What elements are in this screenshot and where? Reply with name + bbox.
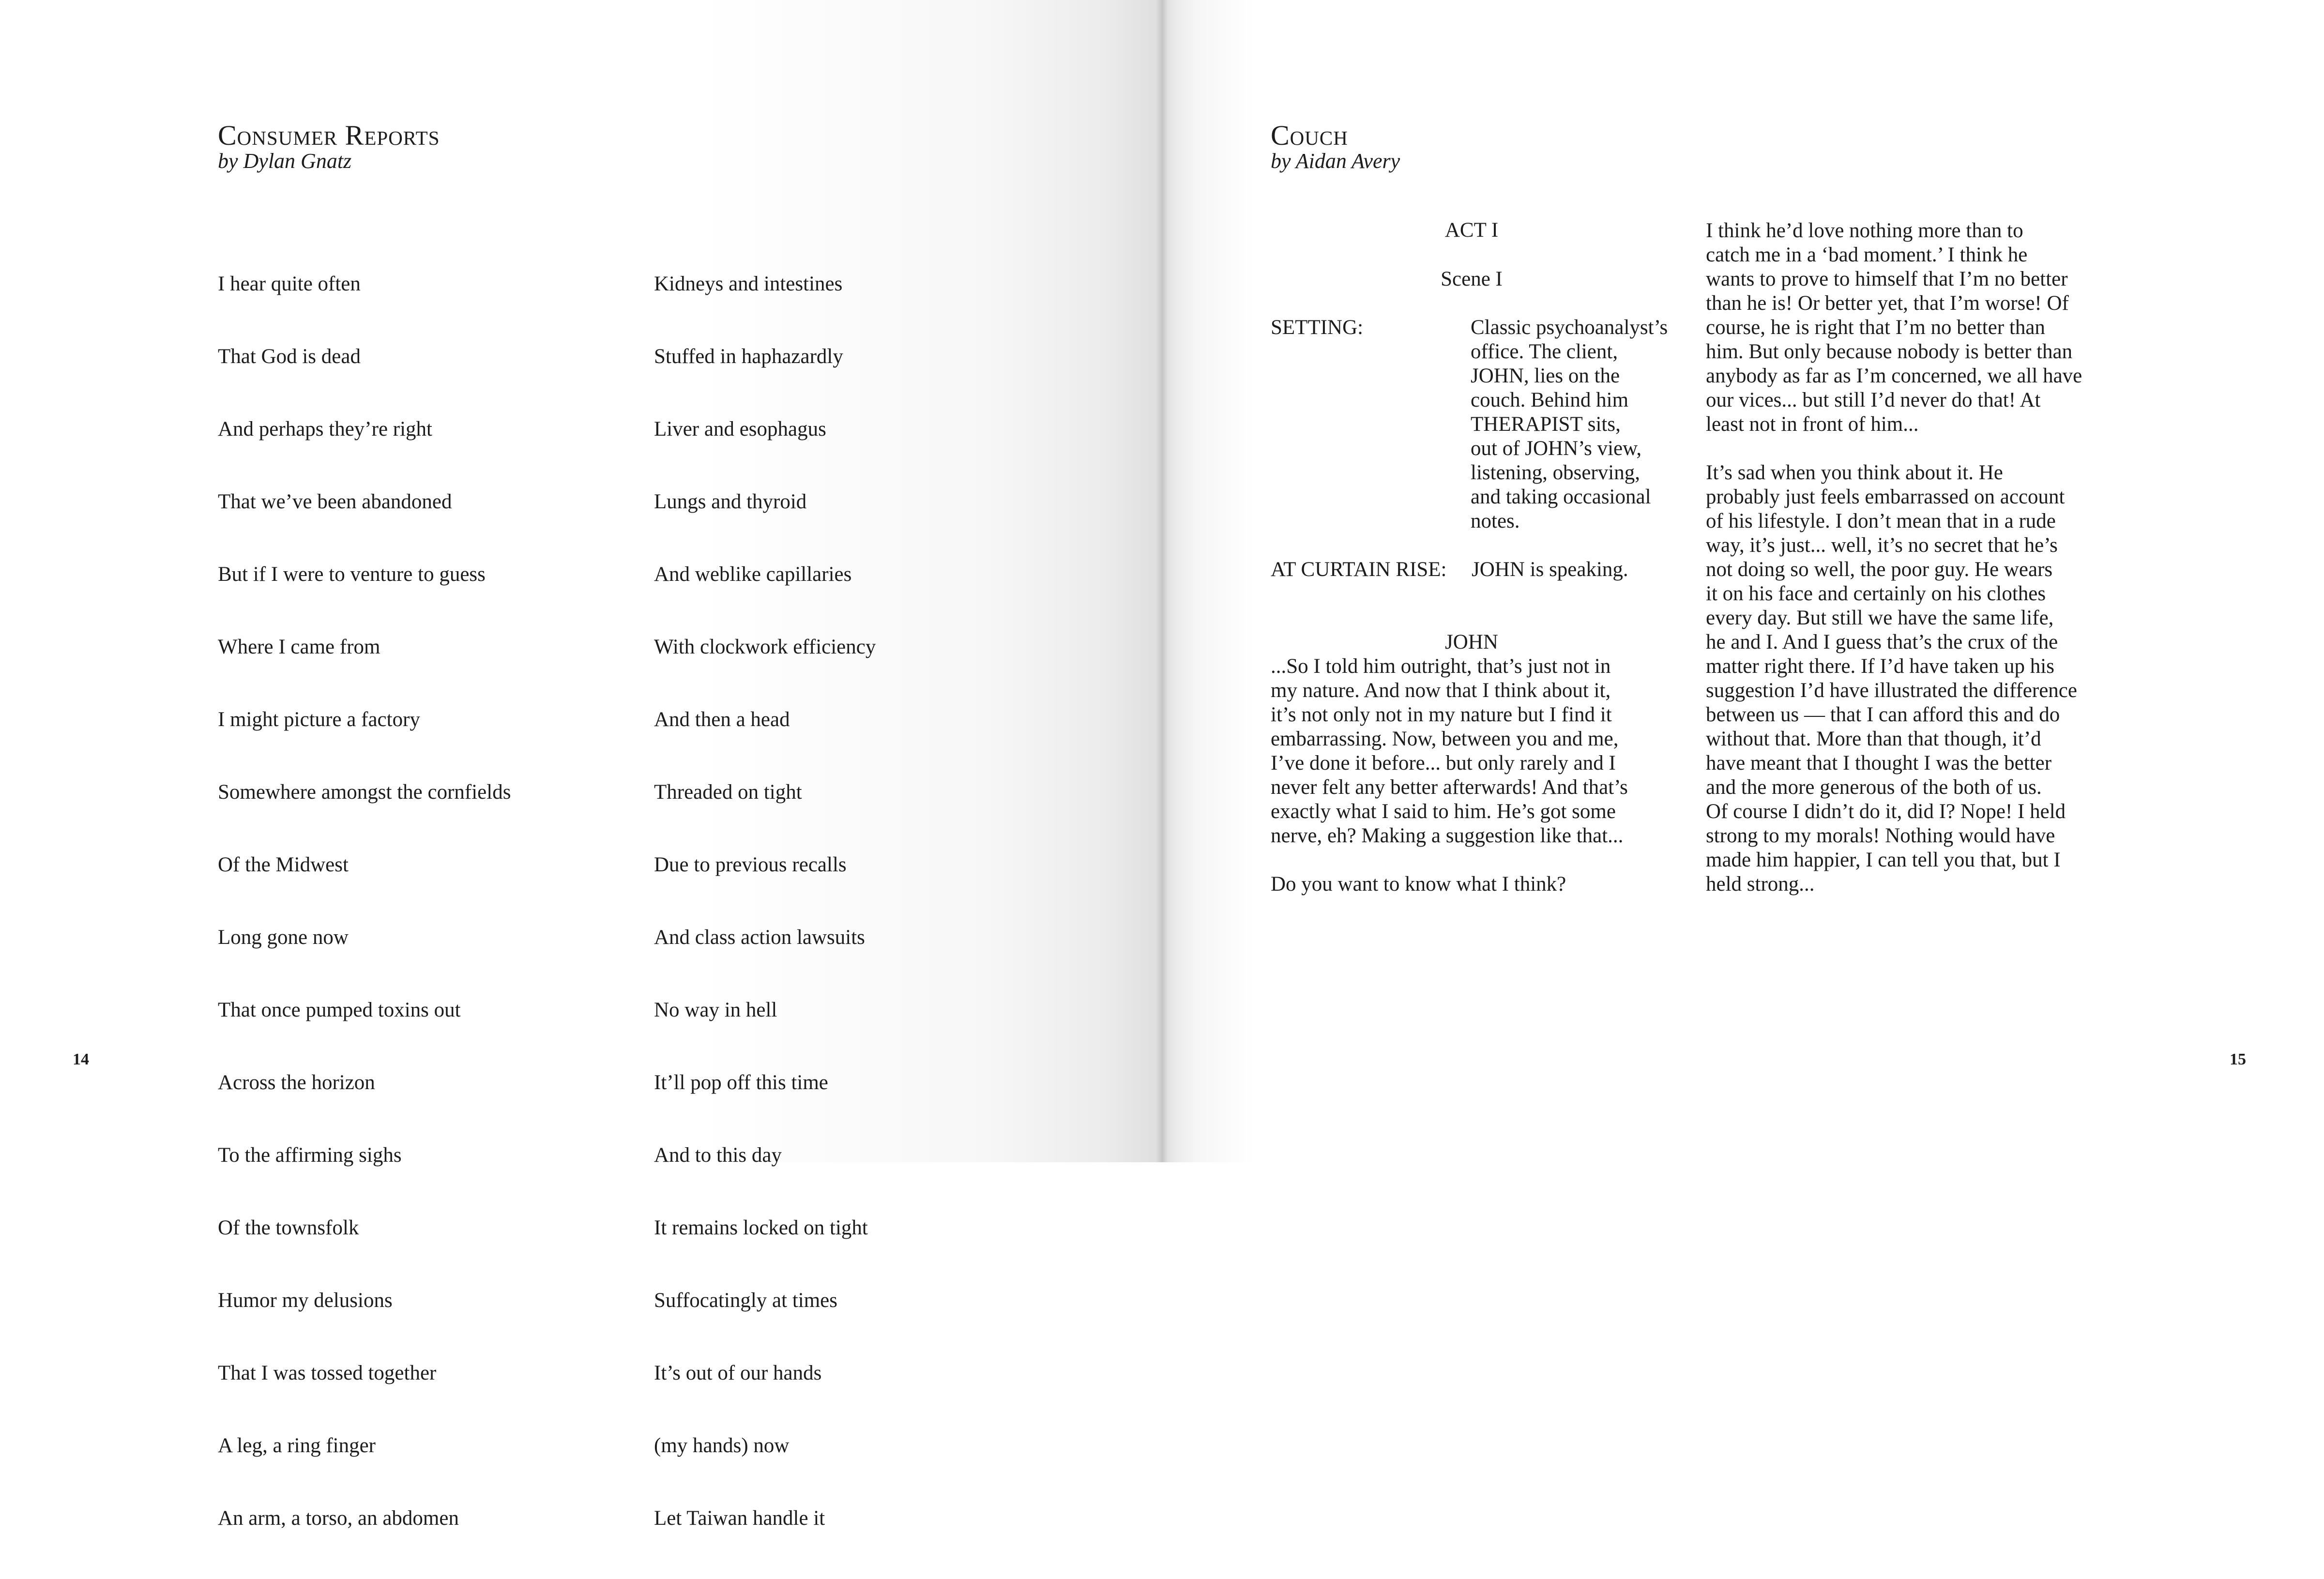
poem-line: No way in hell <box>654 999 777 1021</box>
speech-line: I’ve done it before... but only rarely and I <box>1271 752 1616 774</box>
poem-line: That once pumped toxins out <box>218 999 461 1021</box>
speech-line: embarrassing. Now, between you and me, <box>1271 728 1619 750</box>
poem-line: And weblike capillaries <box>654 563 852 586</box>
setting-line: THERAPIST sits, <box>1471 413 1621 436</box>
poem-line: Where I came from <box>218 636 380 658</box>
book-gutter-shadow <box>1156 0 1168 1162</box>
monologue-line: he and I. And I guess that’s the crux of the <box>1706 631 2058 653</box>
speech-line: my nature. And now that I think about it, <box>1271 679 1611 702</box>
poem-column-1 <box>218 224 511 1579</box>
page-number-left: 14 <box>73 1050 89 1068</box>
monologue-line: every day. But still we have the same life, <box>1706 607 2054 629</box>
poem-line: Humor my delusions <box>218 1289 393 1312</box>
monologue-paragraph-2 <box>1706 461 2077 896</box>
monologue-line: It’s sad when you think about it. He <box>1706 461 2003 484</box>
poem-line: And then a head <box>654 708 790 731</box>
poem-line: But if I were to venture to guess <box>218 563 486 586</box>
monologue-line: held strong... <box>1706 873 1815 896</box>
monologue-line: way, it’s just... well, it’s no secret that he’s <box>1706 534 2058 557</box>
right-page <box>1162 0 2324 1162</box>
poem-line: I might picture a factory <box>218 708 420 731</box>
left-page <box>0 0 1162 1530</box>
poem-line: That we’ve been abandoned <box>218 490 452 513</box>
speech-line: it’s not only not in my nature but I find it <box>1271 703 1612 726</box>
curtain-rise-label: AT CURTAIN RISE: <box>1271 558 1447 581</box>
poem-line: Somewhere amongst the cornfields <box>218 781 511 804</box>
monologue-line: our vices... but still I’d never do that! At <box>1706 389 2041 411</box>
speech-question: Do you want to know what I think? <box>1271 873 1566 896</box>
monologue-line: and the more generous of the both of us. <box>1706 776 2042 799</box>
setting-line: listening, observing, <box>1471 461 1640 484</box>
poem-line: Long gone now <box>218 926 349 949</box>
poem-line: And perhaps they’re right <box>218 418 432 440</box>
play-byline: by Aidan Avery <box>1271 149 1400 173</box>
poem-line: Due to previous recalls <box>654 853 847 876</box>
poem-line: An arm, a torso, an abdomen <box>218 1507 459 1530</box>
poem-line: Suffocatingly at times <box>654 1289 837 1312</box>
speech-line: nerve, eh? Making a suggestion like that... <box>1271 824 1624 847</box>
poem-line: Threaded on tight <box>654 781 802 804</box>
monologue-line: not doing so well, the poor guy. He wears <box>1706 558 2053 581</box>
scene-heading: Scene I <box>1441 268 1503 290</box>
poem-line: It’ll pop off this time <box>654 1071 828 1094</box>
setting-line: couch. Behind him <box>1471 389 1629 411</box>
speaker-name: JOHN <box>1445 631 1498 653</box>
monologue-line: matter right there. If I’d have taken up his <box>1706 655 2054 678</box>
poem-line: With clockwork efficiency <box>654 636 876 658</box>
poem-byline: by Dylan Gnatz <box>218 149 352 173</box>
setting-line: office. The client, <box>1471 340 1618 363</box>
monologue-line: have meant that I thought I was the better <box>1706 752 2052 774</box>
curtain-rise-text: JOHN is speaking. <box>1472 558 1628 581</box>
monologue-line: course, he is right that I’m no better than <box>1706 316 2045 339</box>
poem-line: Of the townsfolk <box>218 1216 359 1239</box>
poem-line: To the affirming sighs <box>218 1144 402 1167</box>
poem-line: Liver and esophagus <box>654 418 826 440</box>
poem-line: Kidneys and intestines <box>654 273 843 295</box>
poem-line: I hear quite often <box>218 273 361 295</box>
speech-line: exactly what I said to him. He’s got some <box>1271 800 1616 823</box>
page-number-right: 15 <box>2230 1050 2246 1068</box>
monologue-line: him. But only because nobody is better than <box>1706 340 2073 363</box>
setting-line: and taking occasional <box>1471 486 1651 508</box>
monologue-line: than he is! Or better yet, that I’m worse! Of <box>1706 292 2069 315</box>
setting-label: SETTING: <box>1271 316 1364 339</box>
poem-title: Consumer Reports <box>218 120 440 151</box>
monologue-line: catch me in a ‘bad moment.’ I think he <box>1706 243 2028 266</box>
monologue-line: of his lifestyle. I don’t mean that in a rude <box>1706 510 2056 532</box>
setting-line: notes. <box>1471 510 1520 532</box>
setting-line: JOHN, lies on the <box>1471 364 1620 387</box>
setting-description <box>1471 316 1668 533</box>
poem-line: It remains locked on tight <box>654 1216 868 1239</box>
monologue-line: between us — that I can afford this and do <box>1706 703 2060 726</box>
poem-line: Of the Midwest <box>218 853 349 876</box>
monologue-paragraph-1 <box>1706 219 2082 437</box>
monologue-line: probably just feels embarrassed on account <box>1706 486 2065 508</box>
poem-line: That I was tossed together <box>218 1362 437 1384</box>
speech-line: ...So I told him outright, that’s just not in <box>1271 655 1611 678</box>
poem-line: A leg, a ring finger <box>218 1434 376 1457</box>
play-title: Couch <box>1271 120 1348 151</box>
monologue-line: I think he’d love nothing more than to <box>1706 219 2023 242</box>
setting-line: out of JOHN’s view, <box>1471 437 1642 460</box>
monologue-line: wants to prove to himself that I’m no better <box>1706 268 2068 290</box>
poem-line: That God is dead <box>218 345 361 368</box>
john-speech <box>1271 654 1628 848</box>
setting-line: Classic psychoanalyst’s <box>1471 316 1668 339</box>
poem-line: Stuffed in haphazardly <box>654 345 843 368</box>
poem-line: Let Taiwan handle it <box>654 1507 825 1530</box>
monologue-line: Of course I didn’t do it, did I? Nope! I held <box>1706 800 2066 823</box>
poem-line: Across the horizon <box>218 1071 375 1094</box>
poem-line: Lungs and thyroid <box>654 490 807 513</box>
monologue-line: without that. More than that though, it’d <box>1706 728 2041 750</box>
poem-line: And to this day <box>654 1144 782 1167</box>
poem-line: (my hands) now <box>654 1434 790 1457</box>
poem-line: It’s out of our hands <box>654 1362 822 1384</box>
act-heading: ACT I <box>1444 219 1499 242</box>
monologue-line: anybody as far as I’m concerned, we all have <box>1706 364 2082 387</box>
speech-line: never felt any better afterwards! And that’s <box>1271 776 1628 799</box>
monologue-line: it on his face and certainly on his clothes <box>1706 582 2046 605</box>
poem-column-2 <box>654 224 876 1579</box>
monologue-line: least not in front of him... <box>1706 413 1919 436</box>
poem-line: And class action lawsuits <box>654 926 865 949</box>
monologue-line: made him happier, I can tell you that, but I <box>1706 849 2061 871</box>
monologue-line: strong to my morals! Nothing would have <box>1706 824 2055 847</box>
monologue-line: suggestion I’d have illustrated the difference <box>1706 679 2077 702</box>
